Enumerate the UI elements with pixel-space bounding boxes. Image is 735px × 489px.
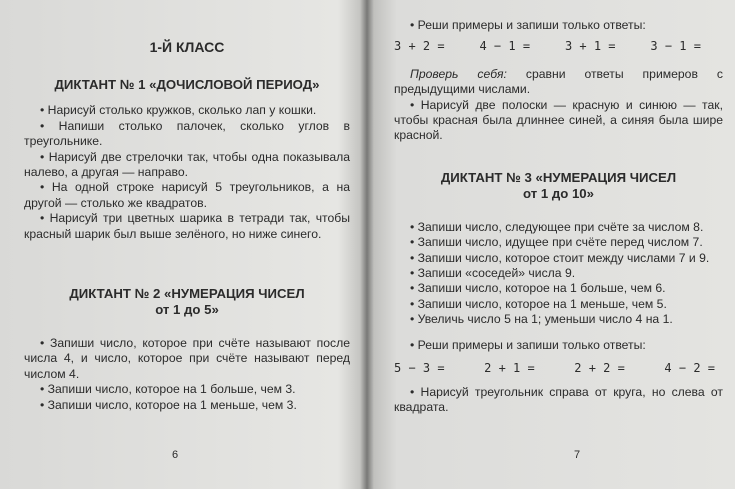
- dictation-1-item: • Напиши столько палочек, сколько углов в треугольнике.: [24, 119, 350, 150]
- example: 2 + 2 =: [574, 361, 625, 376]
- example: 3 + 1 =: [564, 39, 616, 54]
- examples-row-2: [394, 361, 723, 376]
- dictation-2-title-line2: от 1 до 5»: [155, 302, 219, 318]
- dictation-2-item: • Запиши число, которое при счёте называют после числа 4, и число, которое при счёте называют перед числом 4.: [24, 336, 350, 382]
- dictation-3-item: • Запиши «соседей» числа 9.: [394, 266, 723, 281]
- example: 3 − 1 =: [650, 39, 701, 54]
- page-number-left: 6: [172, 448, 179, 461]
- dictation-3-item: • Запиши число, которое на 1 больше, чем 6.: [394, 281, 723, 296]
- solve-instruction-2: • Реши примеры и запиши только ответы:: [394, 338, 723, 353]
- dictation-1-item: • Нарисуй три цветных шарика в тетради так, чтобы красный шарик был выше зелёного, но ниже синего.: [24, 211, 350, 242]
- book-gutter: [360, 0, 374, 489]
- page-number-right: 7: [574, 448, 581, 461]
- dictation-2-title-line1: ДИКТАНТ № 2 «НУМЕРАЦИЯ ЧИСЕЛ: [69, 286, 305, 302]
- self-check-text: сравни ответы примеров с предыдущими числами.: [394, 66, 723, 97]
- dictation-3-item: • Запиши число, которое стоит между числами 7 и 9.: [394, 251, 723, 266]
- triangle-item: • Нарисуй треугольник справа от круга, но слева от квадрата.: [394, 385, 723, 416]
- dictation-1-item: • Нарисуй две стрелочки так, чтобы одна показывала налево, а другая — направо.: [24, 150, 350, 181]
- example: 3 + 2 =: [394, 39, 445, 54]
- dictation-2-item: • Запиши число, которое на 1 больше, чем 3.: [24, 382, 350, 397]
- solve-instruction: • Реши примеры и запиши только ответы:: [394, 18, 723, 33]
- stripes-item: • Нарисуй две полоски — красную и синюю — так, чтобы красная была длиннее синей, а синяя была шире красной.: [394, 98, 723, 144]
- dictation-1-item: • Нарисуй столько кружков, сколько лап у кошки.: [24, 103, 350, 118]
- self-check-label: Проверь себя:: [410, 66, 507, 81]
- example: 5 − 3 =: [394, 361, 445, 376]
- example: 4 − 1 =: [479, 39, 531, 54]
- spacer: [394, 328, 723, 338]
- dictation-3-title-line1: ДИКТАНТ № 3 «НУМЕРАЦИЯ ЧИСЕЛ: [440, 169, 677, 185]
- dictation-1-item: • На одной строке нарисуй 5 треугольников, а на другой — столько же квадратов.: [24, 180, 350, 211]
- example: 4 − 2 =: [664, 361, 715, 376]
- self-check: [394, 67, 723, 98]
- dictation-3-item: • Запиши число, которое на 1 меньше, чем 5.: [394, 297, 723, 312]
- example: 2 + 1 =: [484, 361, 535, 376]
- examples-row-1: [394, 39, 723, 54]
- dictation-3-title-line2: от 1 до 10»: [523, 185, 594, 201]
- grade-heading: 1-Й КЛАСС: [149, 39, 225, 55]
- dictation-3-item: • Запиши число, следующее при счёте за числом 8.: [394, 220, 723, 235]
- right-page: [374, 0, 735, 489]
- dictation-2-title: [24, 286, 350, 318]
- left-page: [0, 0, 362, 489]
- dictation-3-item: • Увеличь число 5 на 1; уменьши число 4 на 1.: [394, 312, 723, 327]
- dictation-1-title: ДИКТАНТ № 1 «ДОЧИСЛОВОЙ ПЕРИОД»: [54, 77, 320, 93]
- dictation-3-title: [394, 170, 723, 202]
- dictation-3-item: • Запиши число, идущее при счёте перед числом 7.: [394, 235, 723, 250]
- dictation-2-item: • Запиши число, которое на 1 меньше, чем 3.: [24, 398, 350, 413]
